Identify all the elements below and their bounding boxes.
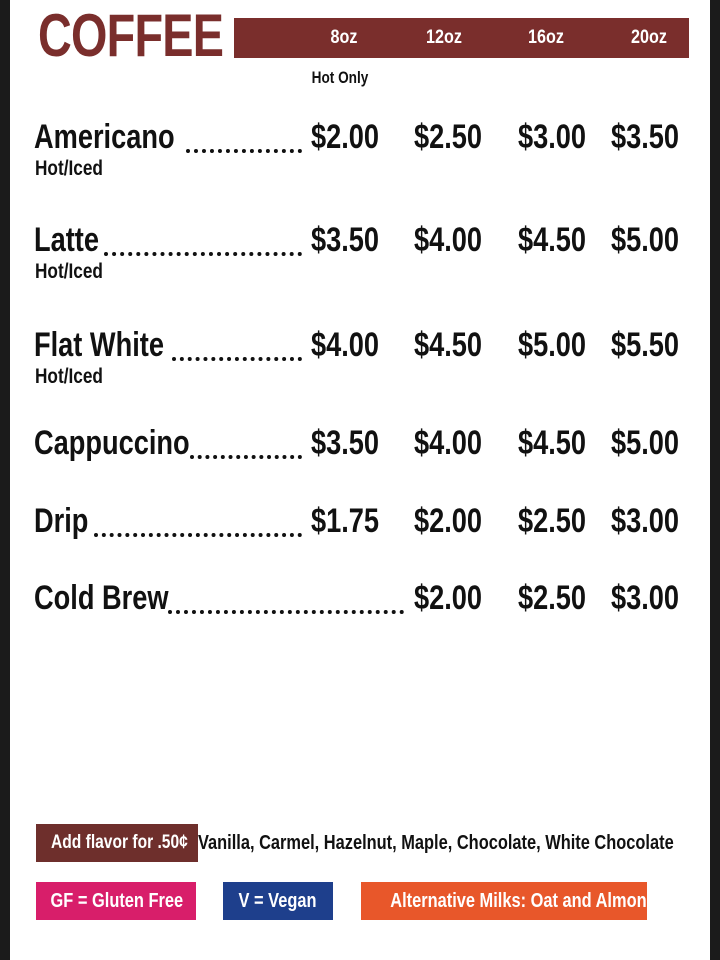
item-name: Cappuccino (34, 424, 190, 462)
dot-leader (190, 447, 302, 459)
item-note: Hot/Iced (35, 157, 103, 180)
menu-page (10, 0, 710, 960)
price-20oz: $5.50 (610, 326, 680, 364)
price-12oz: $4.50 (413, 326, 483, 364)
gluten-free-legend (36, 882, 196, 920)
hot-only-note: Hot Only (311, 68, 369, 87)
dot-leader (186, 141, 302, 153)
price-16oz: $4.50 (517, 424, 587, 462)
price-16oz: $2.50 (517, 502, 587, 540)
size-12oz: 12oz (426, 27, 462, 48)
item-name: Latte (34, 221, 99, 259)
price-20oz: $5.00 (610, 221, 680, 259)
price-16oz: $5.00 (517, 326, 587, 364)
price-16oz: $4.50 (517, 221, 587, 259)
dot-leader (94, 525, 302, 537)
alternative-milks-legend (361, 882, 657, 920)
item-name: Drip (34, 502, 89, 540)
add-flavor-badge (36, 824, 198, 862)
price-8oz: $3.50 (310, 221, 380, 259)
add-flavor-label: Add flavor for .50¢ (51, 832, 188, 853)
flavor-list (198, 824, 698, 862)
item-name: Flat White (34, 326, 164, 364)
menu-title: COFFEE (38, 2, 224, 69)
size-header-bar (234, 18, 689, 58)
vegan-label: V = Vegan (239, 890, 317, 912)
price-12oz: $2.00 (413, 579, 483, 617)
price-12oz: $2.00 (413, 502, 483, 540)
item-name: Cold Brew (34, 579, 169, 617)
item-note: Hot/Iced (35, 260, 103, 283)
price-8oz: $2.00 (310, 118, 380, 156)
price-20oz: $5.00 (610, 424, 680, 462)
price-8oz: $4.00 (310, 326, 380, 364)
flavor-options: Vanilla, Carmel, Hazelnut, Maple, Chocolate, White Chocolate (198, 832, 674, 854)
dot-leader (104, 244, 302, 256)
price-20oz: $3.00 (610, 502, 680, 540)
price-8oz: $3.50 (310, 424, 380, 462)
price-12oz: $4.00 (413, 424, 483, 462)
price-16oz: $2.50 (517, 579, 587, 617)
gluten-free-label: GF = Gluten Free (50, 890, 184, 912)
size-16oz: 16oz (528, 27, 564, 48)
dot-leader (172, 349, 302, 361)
dot-leader (168, 602, 404, 614)
size-8oz: 8oz (330, 27, 358, 48)
item-name: Americano (34, 118, 175, 156)
price-12oz: $4.00 (413, 221, 483, 259)
price-12oz: $2.50 (413, 118, 483, 156)
price-16oz: $3.00 (517, 118, 587, 156)
price-8oz: $1.75 (310, 502, 380, 540)
size-20oz: 20oz (631, 27, 667, 48)
vegan-legend (223, 882, 333, 920)
price-20oz: $3.50 (610, 118, 680, 156)
alternative-milks-label: Alternative Milks: Oat and Almond (390, 890, 657, 912)
price-20oz: $3.00 (610, 579, 680, 617)
item-note: Hot/Iced (35, 365, 103, 388)
